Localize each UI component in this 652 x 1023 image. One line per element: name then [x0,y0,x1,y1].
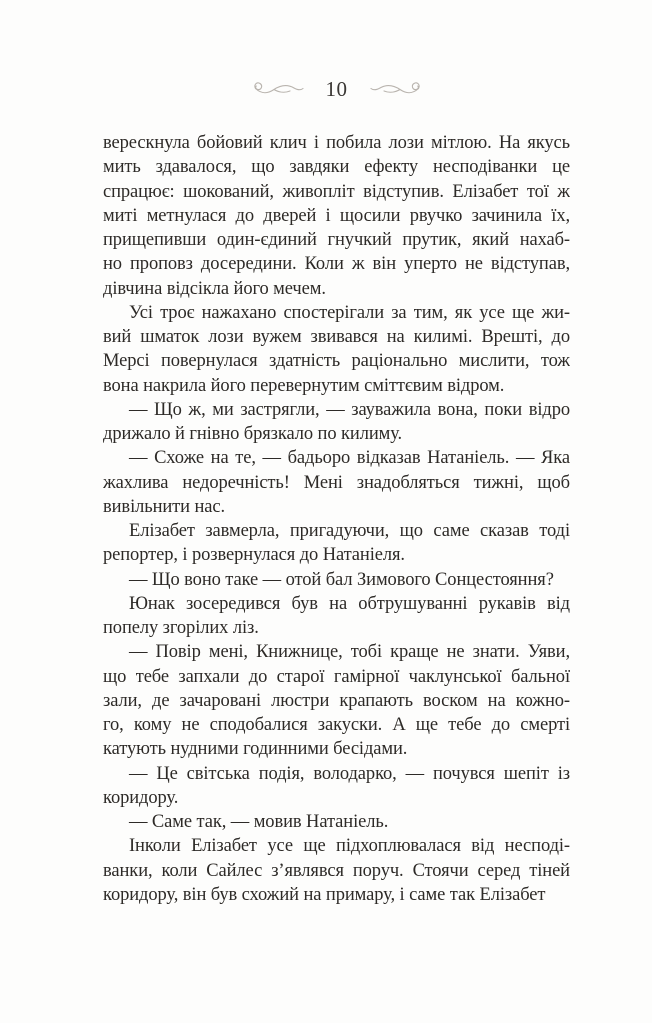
text-line: вивільнити нас. [103,496,226,517]
text-line: що тебе запхали до старої гамірної чаклунської бальної [103,666,570,687]
text-line: но проповз досередини. Коли ж він уперто не відступав, [103,254,570,275]
paragraph [103,640,570,761]
page-text [103,131,570,907]
paragraph [103,398,570,447]
text-line: попелу згорілих ліз. [103,618,259,638]
text-line: го, кому не сподобалися закуски. А ще тебе до смерті [103,715,570,735]
paragraph [103,568,570,592]
text-line: спрацює: шокований, живопліт відступив. Елізабет тої ж [103,181,570,202]
text-line: Юнак зосередився був на обтрушуванні рукавів від [129,593,570,614]
text-line: Інколи Елізабет усе ще підхоплювалася від несподі- [129,836,570,857]
paragraph [103,446,570,519]
text-line: вий шматок лози вужем звивався на килимі. Врешті, до [103,327,570,347]
paragraph [103,519,570,568]
text-line: — Що ж, ми застрягли, — зауважила вона, поки відро [129,399,570,420]
text-line: Усі троє нажахано спостерігали за тим, як усе ще жи- [129,302,570,323]
paragraph [103,301,570,398]
text-line: коридору, він був схожий на примару, і саме так Елізабет [103,884,546,905]
page-number: 10 [325,77,348,101]
text-line: миті метнулася до дверей і щосили рвучко зачинила їх, [103,205,570,226]
flourish-right-ornament [370,80,422,98]
text-line: зали, де зачаровані люстри крапають воском на кожно- [103,690,570,711]
text-line: — Саме так, — мовив Натаніель. [129,812,389,832]
text-line: — Це світська подія, володарко, — почувся шепіт із [129,763,570,784]
text-line: — Повір мені, Книжнице, тобі краще не знати. Уяви, [129,642,570,663]
text-line: коридору. [103,787,179,808]
page-header [103,76,570,102]
paragraph [103,762,570,811]
text-line: ванки, коли Сайлес з’являвся поруч. Стоячи серед тіней [103,860,570,881]
text-line: жахлива недоречність! Мені знадобляться тижні, щоб [103,472,570,493]
paragraph [103,810,570,834]
text-line: репортер, і розвернулася до Натаніеля. [103,545,405,566]
text-line: мить здавалося, що завдяки ефекту несподіванки це [103,157,570,178]
text-line: прищепивши один-єдиний гнучкий прутик, який нахаб- [103,230,570,250]
text-line: — Що воно таке — отой бал Зимового Сонцестояння? [129,569,554,590]
text-line: Мерсі повернулася здатність раціонально мислити, тож [103,351,570,372]
text-line: катують нудними годинними бесідами. [103,739,408,760]
text-line: дівчина відсікла його мечем. [103,278,326,299]
paragraph [103,592,570,641]
text-line: вона накрила його перевернутим сміттєвим відром. [103,375,505,396]
text-line: верескнула бойовий клич і побила лози мітлою. На якусь [103,133,570,153]
flourish-left-ornament [252,80,304,98]
paragraph [103,834,570,907]
text-line: Елізабет завмерла, пригадуючи, що саме сказав тоді [129,521,570,541]
paragraph [103,131,570,301]
text-line: дрижало й гнівно брязкало по килиму. [103,424,403,444]
text-line: — Схоже на те, — бадьоро відказав Натаніель. — Яка [129,448,570,469]
